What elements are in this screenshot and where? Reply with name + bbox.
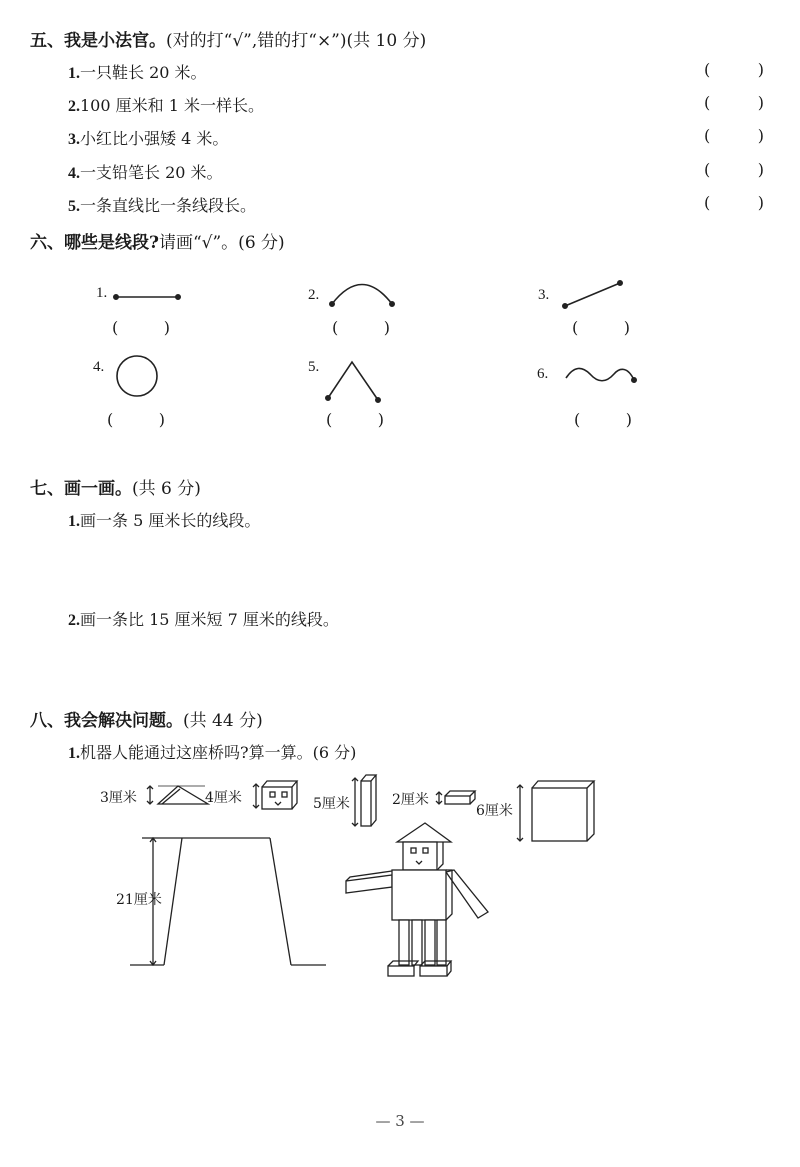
judge-item-2: 2.100 厘米和 1 米一样长。 [68,96,264,115]
answer-blank-1[interactable]: ( ) [704,60,764,79]
body-part-piece [352,775,376,826]
judge-item-5: 5.一条直线比一条线段长。 [68,196,257,215]
section8-note: (共 44 分) [183,711,263,731]
torso-height-label: 6厘米 [476,803,513,819]
section5-note: (对的打“√”,错的打“×”)(共 10 分) [166,31,427,51]
answer-blank-3[interactable]: ( ) [704,126,764,145]
torso-piece [517,781,594,841]
section5-title: 五、我是小法官。 [30,31,166,51]
figure-4-blank[interactable]: ( ) [107,410,165,429]
section7-title: 七、画一画。 [30,479,132,499]
bridge-shape [130,838,326,965]
head-piece [253,781,297,809]
figure-5-blank[interactable]: ( ) [326,410,384,429]
judge-item-4: 4.一支铅笔长 20 米。 [68,163,223,182]
foot-height-label: 2厘米 [392,792,429,808]
problem-1-text: 1.机器人能通过这座桥吗?算一算。(6 分) [68,743,357,762]
figure-1-blank[interactable]: ( ) [112,318,170,337]
judge-item-1: 1.一只鞋长 20 米。 [68,63,207,82]
section6-note: 请画“√”。(6 分) [158,233,285,253]
figure-1-number: 1. [96,285,108,301]
section7-note: (共 6 分) [132,479,201,499]
figure-5-number: 5. [308,359,320,375]
bridge-height-label: 21厘米 [116,892,162,908]
foot-piece [436,791,475,804]
roof-height-label: 3厘米 [100,790,137,806]
page-number: — 3 — [375,1112,425,1130]
figure-4-number: 4. [93,359,105,375]
answer-blank-5[interactable]: ( ) [704,193,764,212]
figure-3-blank[interactable]: ( ) [572,318,630,337]
figure-2-number: 2. [308,287,320,303]
draw-item-2: 2.画一条比 15 厘米短 7 厘米的线段。 [68,610,339,629]
head-height-label: 4厘米 [205,790,242,806]
body-part-height-label: 5厘米 [313,796,350,812]
robot-shape [346,823,488,976]
draw-item-1: 1.画一条 5 厘米长的线段。 [68,511,261,530]
judge-item-3: 3.小红比小强矮 4 米。 [68,129,229,148]
figure-2-blank[interactable]: ( ) [332,318,390,337]
figure-6-number: 6. [537,366,549,382]
section8-title: 八、我会解决问题。 [30,711,183,731]
answer-blank-4[interactable]: ( ) [704,160,764,179]
roof-piece [147,786,208,804]
answer-blank-2[interactable]: ( ) [704,93,764,112]
section6-title: 六、哪些是线段? [30,233,159,253]
figure-6-blank[interactable]: ( ) [574,410,632,429]
figure-3-number: 3. [538,287,550,303]
